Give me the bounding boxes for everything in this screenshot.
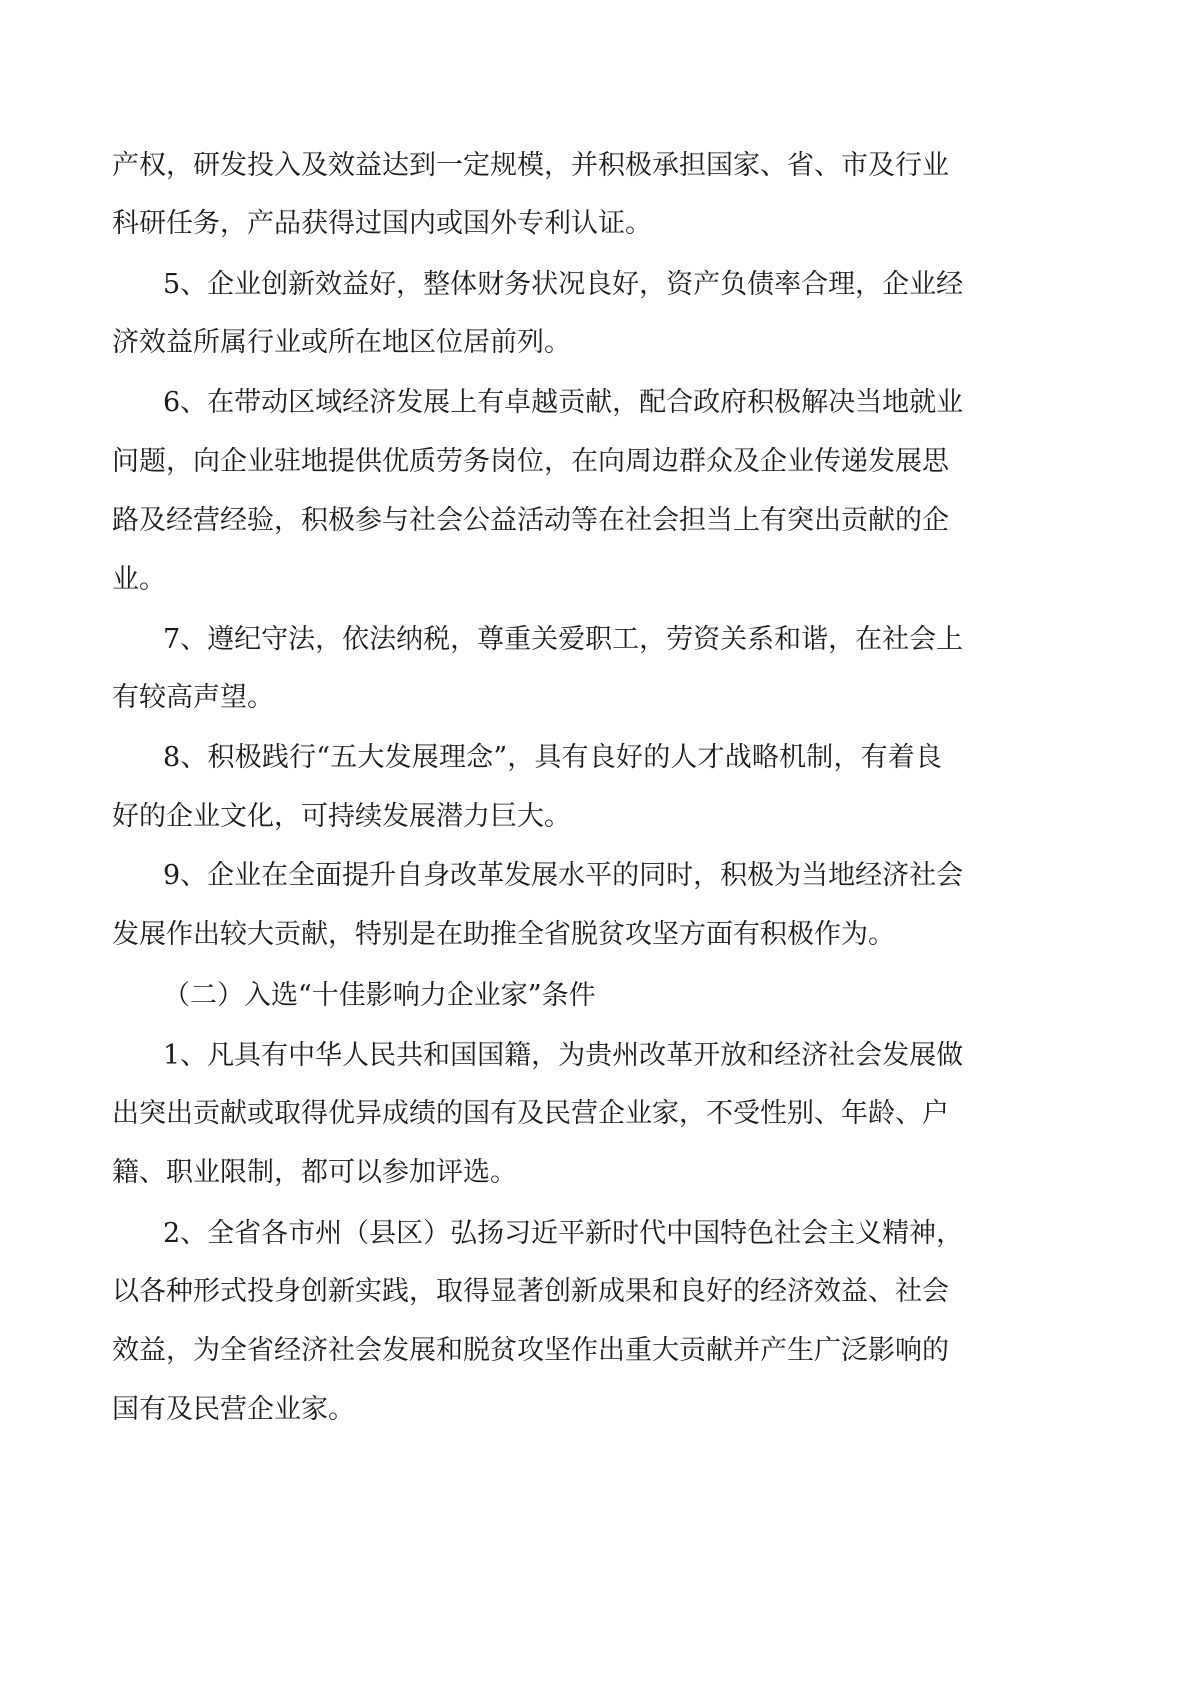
paragraph-4-line-3: 科研任务，产品获得过国内或国外专利认证。	[112, 208, 652, 239]
item-9-line-1: 9、企业在全面提升自身改革发展水平的同时，积极为当地经济社会	[163, 860, 964, 891]
item-8-line-1: 8、积极践行“五大发展理念”，具有良好的人才战略机制，有着良	[163, 742, 942, 773]
condition-1-line-3: 籍、职业限制，都可以参加评选。	[112, 1157, 517, 1188]
paragraph-4-line-2: 产权，研发投入及效益达到一定规模，并积极承担国家、省、市及行业	[112, 150, 949, 181]
section-heading: （二）入选“十佳影响力企业家”条件	[163, 980, 596, 1011]
condition-2-line-3: 效益，为全省经济社会发展和脱贫攻坚作出重大贡献并产生广泛影响的	[112, 1335, 949, 1366]
item-8-line-2: 好的企业文化，可持续发展潜力巨大。	[112, 801, 571, 832]
item-7-line-1: 7、遵纪守法，依法纳税，尊重关爱职工，劳资关系和谐，在社会上	[163, 624, 964, 655]
item-6-line-3: 路及经营经验，积极参与社会公益活动等在社会担当上有突出贡献的企	[112, 505, 949, 536]
condition-2-line-1: 2、全省各市州（县区）弘扬习近平新时代中国特色社会主义精神，	[163, 1218, 964, 1249]
condition-2-line-2: 以各种形式投身创新实践，取得显著创新成果和良好的经济效益、社会	[112, 1276, 949, 1307]
item-9-line-2: 发展作出较大贡献，特别是在助推全省脱贫攻坚方面有积极作为。	[112, 919, 895, 950]
item-6-line-4: 业。	[112, 564, 166, 595]
item-5-line-2: 济效益所属行业或所在地区位居前列。	[112, 327, 571, 358]
condition-2-line-4: 国有及民营企业家。	[112, 1394, 355, 1425]
item-7-line-2: 有较高声望。	[112, 682, 274, 713]
item-5-line-1: 5、企业创新效益好，整体财务状况良好，资产负债率合理，企业经	[163, 269, 964, 300]
condition-1-line-2: 出突出贡献或取得优异成绩的国有及民营企业家，不受性别、年龄、户	[112, 1098, 949, 1129]
item-6-line-1: 6、在带动区域经济发展上有卓越贡献，配合政府积极解决当地就业	[163, 387, 964, 418]
item-6-line-2: 问题，向企业驻地提供优质劳务岗位，在向周边群众及企业传递发展思	[112, 446, 949, 477]
condition-1-line-1: 1、凡具有中华人民共和国国籍，为贵州改革开放和经济社会发展做	[163, 1040, 964, 1071]
